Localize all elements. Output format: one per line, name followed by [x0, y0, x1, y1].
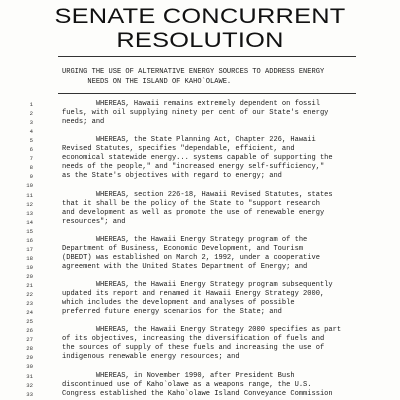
body-line: [0, 263, 400, 272]
body-line: [0, 317, 400, 326]
body-line: [0, 145, 400, 154]
line-text: fuels, with oil supplying ninety per cent of our State's energy: [62, 109, 329, 118]
line-number: 11: [26, 191, 33, 199]
line-number: 21: [26, 282, 33, 289]
line-text: needs; and: [62, 118, 105, 127]
document-title-line-2: RESOLUTION: [116, 28, 284, 52]
line-text: the sources of supply of these fuels and increasing the use of: [62, 344, 325, 353]
line-text: as the State's objectives with regard to energy; and: [62, 172, 282, 181]
body-line: [0, 236, 400, 245]
line-number: 13: [26, 209, 33, 217]
line-number: 17: [26, 245, 33, 253]
body-line: [0, 299, 400, 308]
body-line: [0, 100, 400, 109]
line-text: WHEREAS, the Hawaii Energy Strategy 2000 specifies as part: [62, 326, 342, 335]
line-text: resources"; and: [62, 217, 126, 226]
line-text: agreement with the United States Department of Energy; and: [62, 262, 308, 271]
line-number: 31: [26, 372, 33, 380]
line-number: 4: [29, 128, 33, 136]
line-text: Congress established the Kaho`olawe Island Conveyance Commission: [62, 389, 333, 398]
line-number: 30: [26, 363, 33, 371]
line-text: WHEREAS, the Hawaii Energy Strategy program subsequently: [62, 281, 333, 289]
body-line: [0, 118, 400, 127]
body-line: [0, 136, 400, 145]
line-number: 26: [26, 327, 33, 335]
line-number: 20: [26, 272, 33, 280]
body-line: [0, 109, 400, 118]
body-line: [0, 372, 400, 381]
line-number: 1: [29, 101, 33, 108]
line-number: 2: [29, 110, 33, 118]
line-text: of its objectives, increasing the diversification of fuels and: [62, 335, 325, 344]
body-line: [0, 154, 400, 163]
line-number: 24: [26, 309, 33, 317]
line-text: (DBEDT) was established on March 2, 1992, under a cooperative: [62, 253, 320, 262]
body-line: [0, 209, 400, 218]
document-title-line-1: SENATE CONCURRENT: [54, 4, 346, 28]
body-line: [0, 272, 400, 281]
body-line: [0, 281, 400, 290]
line-number: 32: [26, 381, 33, 389]
subtitle-divider: [58, 93, 356, 94]
line-number: 29: [26, 354, 33, 362]
line-text: which includes the development and analyses of possible: [62, 299, 295, 308]
body-line: [0, 390, 400, 399]
line-number: 8: [29, 164, 33, 172]
line-text: Department of Business, Economic Development, and Tourism: [62, 244, 304, 253]
body-line: [0, 326, 400, 335]
line-text: WHEREAS, in November 1990, after President Bush: [62, 371, 295, 380]
body-line: [0, 127, 400, 136]
line-number: 7: [29, 155, 33, 163]
line-number: 9: [29, 173, 33, 181]
body-line: [0, 172, 400, 181]
body-line: [0, 362, 400, 371]
line-text: economical statewide energy... systems capable of supporting the: [62, 154, 333, 163]
line-text: and development as well as promote the use of renewable energy: [62, 208, 325, 217]
body-line: [0, 335, 400, 344]
line-number: 27: [26, 336, 33, 344]
line-number: 6: [29, 146, 33, 154]
body-line: [0, 245, 400, 254]
body-line: [0, 353, 400, 362]
line-number: 14: [26, 218, 33, 226]
resolution-subtitle: [62, 67, 362, 87]
line-number: 16: [26, 236, 33, 244]
line-text: WHEREAS, section 226-18, Hawaii Revised Statutes, states: [62, 190, 333, 199]
body-line: [0, 227, 400, 236]
body-line: [0, 308, 400, 317]
body-line: [0, 290, 400, 299]
body-line: [0, 200, 400, 209]
body-line: [0, 191, 400, 200]
line-number: 15: [26, 227, 33, 235]
line-text: WHEREAS, the Hawaii Energy Strategy program of the: [62, 235, 308, 244]
line-text: discontinued use of Kaho`olawe as a weapons range, the U.S.: [62, 380, 312, 389]
line-number: 33: [26, 390, 33, 398]
line-text: needs of the people," and "increased energy self-sufficiency,": [62, 163, 325, 172]
line-number: 5: [29, 137, 33, 145]
line-text: preferred future energy scenarios for the State; and: [62, 308, 282, 317]
line-number: 18: [26, 254, 33, 262]
body-line: [0, 381, 400, 390]
line-number: 12: [26, 200, 33, 208]
subtitle-line-1: URGING THE USE OF ALTERNATIVE ENERGY SOURCES TO ADDRESS ENERGY: [62, 68, 325, 76]
line-number: 10: [26, 182, 33, 190]
line-number: 19: [26, 263, 33, 271]
line-text: indigenous renewable energy resources; and: [62, 353, 240, 362]
line-number: 3: [29, 119, 33, 127]
line-text: WHEREAS, the State Planning Act, Chapter 226, Hawaii: [62, 136, 316, 145]
title-divider: [58, 56, 356, 57]
body-line: [0, 218, 400, 227]
body-line: [0, 254, 400, 263]
line-text: WHEREAS, Hawaii remains extremely dependent on fossil: [62, 100, 320, 108]
line-number: 23: [26, 300, 33, 308]
body-line: [0, 181, 400, 190]
body-line: [0, 163, 400, 172]
line-text: Revised Statutes, specifies "dependable, efficient, and: [62, 145, 295, 154]
body-line: [0, 344, 400, 353]
line-text: that it shall be the policy of the State to "support research: [62, 199, 320, 208]
line-number: 25: [26, 318, 33, 326]
subtitle-line-2: NEEDS ON THE ISLAND OF KAHO`OLAWE.: [62, 78, 232, 86]
line-number: 22: [26, 291, 33, 299]
line-text: updated its report and renamed it Hawaii Energy Strategy 2000,: [62, 290, 325, 299]
line-number: 28: [26, 345, 33, 353]
